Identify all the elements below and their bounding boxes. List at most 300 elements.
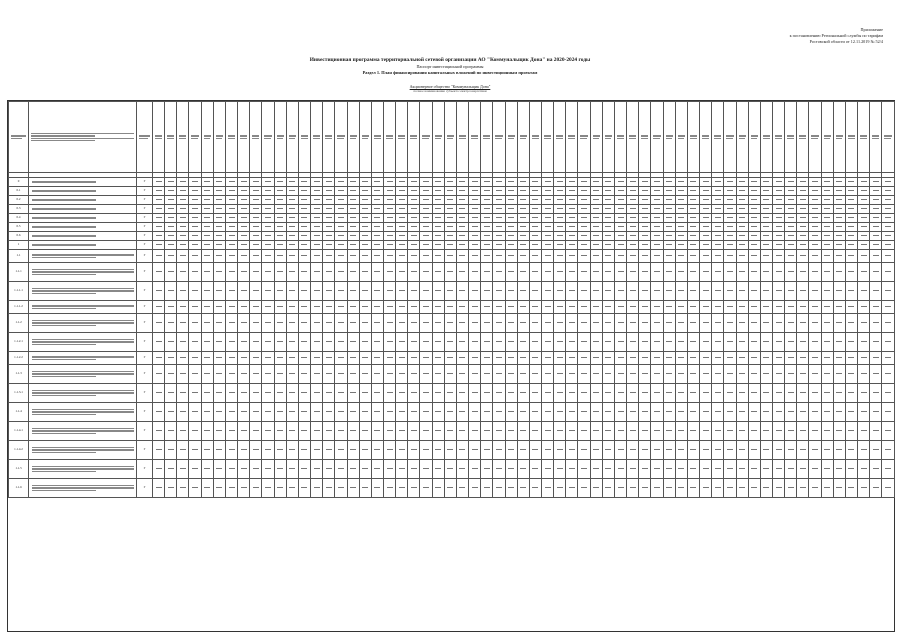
value-cell	[250, 232, 262, 241]
value-cell	[700, 187, 712, 196]
value-cell	[213, 205, 225, 214]
table-row	[9, 196, 895, 205]
value-cell	[724, 250, 736, 263]
value-cell	[870, 460, 882, 479]
value-cell	[663, 214, 675, 223]
value-cell	[456, 352, 468, 365]
value-cell	[493, 196, 505, 205]
value-cell	[153, 460, 165, 479]
value-cell	[335, 241, 347, 250]
value-cell	[566, 333, 578, 352]
value-cell	[420, 422, 432, 441]
value-cell	[542, 263, 554, 282]
table-row	[9, 301, 895, 314]
value-cell	[153, 479, 165, 498]
value-cell	[177, 314, 189, 333]
value-cell	[760, 250, 772, 263]
value-cell	[238, 422, 250, 441]
value-cell	[663, 205, 675, 214]
value-cell	[772, 205, 784, 214]
value-cell	[274, 365, 286, 384]
value-cell	[675, 314, 687, 333]
value-cell	[469, 384, 481, 403]
value-cell	[858, 333, 870, 352]
value-cell	[432, 196, 444, 205]
table-row	[9, 422, 895, 441]
value-cell	[493, 232, 505, 241]
value-cell	[809, 365, 821, 384]
title-block	[200, 57, 700, 76]
value-cell	[335, 301, 347, 314]
value-cell	[602, 232, 614, 241]
value-cell	[529, 365, 541, 384]
value-cell	[359, 178, 371, 187]
value-cell	[627, 214, 639, 223]
value-cell	[420, 214, 432, 223]
value-cell	[274, 352, 286, 365]
value-cell	[177, 205, 189, 214]
value-cell	[238, 460, 250, 479]
value-cell	[517, 263, 529, 282]
value-cell	[821, 282, 833, 301]
value-cell	[700, 196, 712, 205]
value-cell	[748, 314, 760, 333]
value-cell	[785, 263, 797, 282]
value-cell	[213, 178, 225, 187]
value-cell	[250, 441, 262, 460]
value-cell	[396, 250, 408, 263]
table-row	[9, 460, 895, 479]
value-cell	[469, 223, 481, 232]
value-cell	[627, 314, 639, 333]
value-cell	[578, 263, 590, 282]
table-row	[9, 241, 895, 250]
value-cell	[323, 263, 335, 282]
row-number-cell: 1.1.4	[9, 403, 29, 422]
value-cell	[250, 301, 262, 314]
value-cell	[505, 196, 517, 205]
row-number-cell: 0	[9, 178, 29, 187]
value-cell	[250, 403, 262, 422]
value-cell	[347, 241, 359, 250]
value-cell	[274, 479, 286, 498]
value-cell	[165, 250, 177, 263]
value-cell	[189, 403, 201, 422]
value-cell	[833, 232, 845, 241]
value-cell	[590, 263, 602, 282]
project-name-cell	[29, 460, 137, 479]
value-cell	[456, 314, 468, 333]
appendix-line-1: Приложение	[860, 27, 883, 32]
value-cell	[238, 187, 250, 196]
value-cell	[760, 479, 772, 498]
value-cell	[432, 263, 444, 282]
value-cell	[432, 214, 444, 223]
value-cell	[736, 384, 748, 403]
value-cell	[444, 232, 456, 241]
value-cell	[590, 241, 602, 250]
value-cell	[481, 187, 493, 196]
value-cell	[542, 314, 554, 333]
value-cell	[700, 241, 712, 250]
header-cell	[578, 102, 590, 173]
value-cell	[821, 333, 833, 352]
row-code-cell: Г	[137, 422, 153, 441]
value-cell	[262, 178, 274, 187]
value-cell	[554, 214, 566, 223]
value-cell	[651, 333, 663, 352]
value-cell	[505, 178, 517, 187]
value-cell	[772, 250, 784, 263]
value-cell	[578, 403, 590, 422]
value-cell	[614, 263, 626, 282]
value-cell	[712, 333, 724, 352]
value-cell	[590, 460, 602, 479]
value-cell	[396, 479, 408, 498]
value-cell	[420, 282, 432, 301]
value-cell	[566, 205, 578, 214]
value-cell	[323, 178, 335, 187]
header-cell	[444, 102, 456, 173]
value-cell	[651, 214, 663, 223]
value-cell	[201, 263, 213, 282]
value-cell	[833, 282, 845, 301]
value-cell	[845, 282, 857, 301]
header-cell	[396, 102, 408, 173]
value-cell	[870, 263, 882, 282]
value-cell	[298, 205, 310, 214]
table-row	[9, 232, 895, 241]
value-cell	[809, 232, 821, 241]
value-cell	[165, 314, 177, 333]
value-cell	[554, 241, 566, 250]
value-cell	[432, 384, 444, 403]
value-cell	[286, 282, 298, 301]
value-cell	[493, 282, 505, 301]
value-cell	[469, 178, 481, 187]
value-cell	[542, 479, 554, 498]
value-cell	[602, 214, 614, 223]
project-name-cell	[29, 333, 137, 352]
header-cell	[225, 102, 237, 173]
value-cell	[493, 384, 505, 403]
value-cell	[590, 333, 602, 352]
value-cell	[687, 301, 699, 314]
value-cell	[286, 441, 298, 460]
value-cell	[153, 352, 165, 365]
value-cell	[493, 479, 505, 498]
value-cell	[797, 384, 809, 403]
value-cell	[383, 479, 395, 498]
value-cell	[809, 241, 821, 250]
value-cell	[675, 205, 687, 214]
value-cell	[298, 178, 310, 187]
value-cell	[797, 352, 809, 365]
value-cell	[481, 441, 493, 460]
value-cell	[651, 241, 663, 250]
value-cell	[797, 196, 809, 205]
value-cell	[408, 187, 420, 196]
value-cell	[639, 223, 651, 232]
value-cell	[785, 403, 797, 422]
value-cell	[882, 187, 894, 196]
value-cell	[882, 333, 894, 352]
value-cell	[554, 441, 566, 460]
value-cell	[201, 333, 213, 352]
value-cell	[311, 460, 323, 479]
table-row	[9, 214, 895, 223]
value-cell	[201, 384, 213, 403]
organization-name: Акционерное общество "Коммунальщик Дона"	[409, 84, 491, 89]
value-cell	[177, 223, 189, 232]
value-cell	[529, 403, 541, 422]
value-cell	[359, 214, 371, 223]
value-cell	[469, 232, 481, 241]
value-cell	[153, 365, 165, 384]
value-cell	[639, 352, 651, 365]
value-cell	[566, 479, 578, 498]
value-cell	[469, 205, 481, 214]
project-name-cell	[29, 384, 137, 403]
value-cell	[177, 479, 189, 498]
value-cell	[602, 384, 614, 403]
value-cell	[602, 352, 614, 365]
value-cell	[663, 232, 675, 241]
value-cell	[177, 333, 189, 352]
header-cell	[590, 102, 602, 173]
value-cell	[542, 441, 554, 460]
header-cell	[29, 102, 137, 173]
header-cell	[675, 102, 687, 173]
value-cell	[189, 422, 201, 441]
value-cell	[505, 403, 517, 422]
value-cell	[383, 352, 395, 365]
value-cell	[748, 301, 760, 314]
value-cell	[371, 282, 383, 301]
value-cell	[408, 196, 420, 205]
value-cell	[177, 441, 189, 460]
header-cell	[785, 102, 797, 173]
header-cell	[809, 102, 821, 173]
value-cell	[700, 178, 712, 187]
value-cell	[311, 187, 323, 196]
value-cell	[712, 460, 724, 479]
value-cell	[396, 365, 408, 384]
value-cell	[359, 282, 371, 301]
value-cell	[383, 460, 395, 479]
value-cell	[639, 196, 651, 205]
value-cell	[420, 441, 432, 460]
header-cell	[663, 102, 675, 173]
value-cell	[481, 384, 493, 403]
value-cell	[298, 333, 310, 352]
value-cell	[772, 314, 784, 333]
value-cell	[821, 403, 833, 422]
value-cell	[809, 352, 821, 365]
value-cell	[602, 441, 614, 460]
value-cell	[845, 214, 857, 223]
value-cell	[323, 460, 335, 479]
table-row	[9, 365, 895, 384]
value-cell	[238, 263, 250, 282]
value-cell	[663, 187, 675, 196]
value-cell	[347, 187, 359, 196]
value-cell	[712, 301, 724, 314]
value-cell	[505, 441, 517, 460]
value-cell	[408, 263, 420, 282]
value-cell	[566, 214, 578, 223]
value-cell	[602, 282, 614, 301]
value-cell	[614, 460, 626, 479]
value-cell	[371, 232, 383, 241]
value-cell	[858, 365, 870, 384]
value-cell	[505, 301, 517, 314]
value-cell	[469, 263, 481, 282]
value-cell	[396, 232, 408, 241]
value-cell	[614, 196, 626, 205]
value-cell	[675, 422, 687, 441]
value-cell	[736, 223, 748, 232]
value-cell	[153, 250, 165, 263]
value-cell	[882, 403, 894, 422]
value-cell	[456, 214, 468, 223]
header-cell	[432, 102, 444, 173]
value-cell	[505, 314, 517, 333]
project-name-cell	[29, 178, 137, 187]
value-cell	[785, 301, 797, 314]
value-cell	[542, 384, 554, 403]
value-cell	[578, 232, 590, 241]
value-cell	[311, 232, 323, 241]
value-cell	[189, 196, 201, 205]
value-cell	[590, 250, 602, 263]
value-cell	[566, 384, 578, 403]
value-cell	[177, 187, 189, 196]
value-cell	[590, 365, 602, 384]
value-cell	[177, 214, 189, 223]
value-cell	[432, 479, 444, 498]
value-cell	[323, 205, 335, 214]
row-code-cell: Г	[137, 250, 153, 263]
value-cell	[614, 241, 626, 250]
table-row	[9, 187, 895, 196]
value-cell	[639, 301, 651, 314]
value-cell	[165, 384, 177, 403]
value-cell	[420, 403, 432, 422]
value-cell	[736, 187, 748, 196]
value-cell	[602, 187, 614, 196]
value-cell	[578, 333, 590, 352]
value-cell	[542, 241, 554, 250]
value-cell	[396, 384, 408, 403]
value-cell	[797, 460, 809, 479]
value-cell	[225, 263, 237, 282]
value-cell	[347, 333, 359, 352]
row-code-cell: Г	[137, 314, 153, 333]
value-cell	[335, 314, 347, 333]
value-cell	[870, 333, 882, 352]
value-cell	[785, 333, 797, 352]
value-cell	[833, 422, 845, 441]
value-cell	[396, 196, 408, 205]
value-cell	[566, 241, 578, 250]
value-cell	[614, 333, 626, 352]
value-cell	[432, 282, 444, 301]
value-cell	[614, 365, 626, 384]
value-cell	[335, 365, 347, 384]
value-cell	[165, 263, 177, 282]
value-cell	[505, 365, 517, 384]
value-cell	[833, 301, 845, 314]
value-cell	[602, 333, 614, 352]
value-cell	[481, 232, 493, 241]
value-cell	[760, 384, 772, 403]
value-cell	[371, 460, 383, 479]
value-cell	[882, 214, 894, 223]
value-cell	[651, 196, 663, 205]
value-cell	[165, 232, 177, 241]
value-cell	[772, 365, 784, 384]
value-cell	[250, 196, 262, 205]
header-cell	[347, 102, 359, 173]
value-cell	[517, 187, 529, 196]
value-cell	[335, 479, 347, 498]
value-cell	[298, 214, 310, 223]
value-cell	[675, 365, 687, 384]
value-cell	[432, 365, 444, 384]
value-cell	[797, 232, 809, 241]
value-cell	[785, 314, 797, 333]
value-cell	[153, 232, 165, 241]
value-cell	[614, 314, 626, 333]
value-cell	[542, 333, 554, 352]
value-cell	[505, 263, 517, 282]
value-cell	[554, 384, 566, 403]
row-number-cell: 1.1	[9, 250, 29, 263]
value-cell	[371, 187, 383, 196]
value-cell	[870, 352, 882, 365]
value-cell	[578, 384, 590, 403]
value-cell	[383, 196, 395, 205]
value-cell	[748, 384, 760, 403]
value-cell	[882, 241, 894, 250]
value-cell	[517, 214, 529, 223]
value-cell	[213, 241, 225, 250]
value-cell	[469, 196, 481, 205]
value-cell	[469, 365, 481, 384]
value-cell	[383, 214, 395, 223]
value-cell	[566, 232, 578, 241]
value-cell	[432, 232, 444, 241]
value-cell	[469, 314, 481, 333]
row-code-cell: Г	[137, 441, 153, 460]
value-cell	[687, 333, 699, 352]
value-cell	[772, 214, 784, 223]
value-cell	[201, 187, 213, 196]
value-cell	[529, 460, 541, 479]
value-cell	[663, 384, 675, 403]
value-cell	[870, 187, 882, 196]
value-cell	[627, 205, 639, 214]
value-cell	[639, 384, 651, 403]
value-cell	[724, 460, 736, 479]
value-cell	[213, 314, 225, 333]
header-cell	[529, 102, 541, 173]
value-cell	[700, 384, 712, 403]
value-cell	[529, 187, 541, 196]
value-cell	[602, 365, 614, 384]
value-cell	[748, 205, 760, 214]
